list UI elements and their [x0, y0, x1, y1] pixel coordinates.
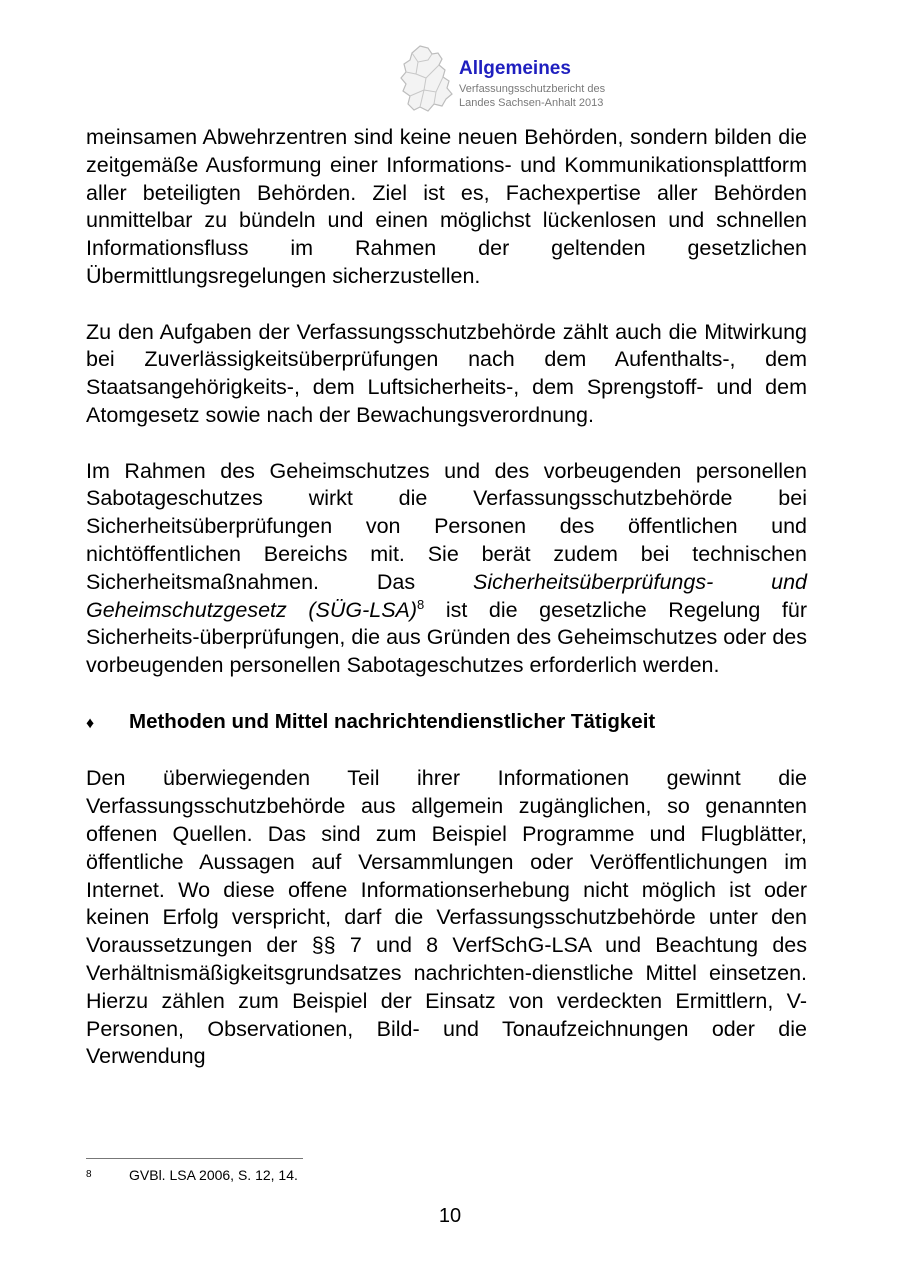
- section-heading: [86, 708, 807, 738]
- section-heading-text: Methoden und Mittel nachrichtendienstlicher Tätigkeit: [129, 709, 656, 733]
- footnote: [86, 1166, 298, 1184]
- footnote-number: 8: [86, 1169, 92, 1180]
- footnote-divider: [86, 1158, 303, 1159]
- paragraph-2: Zu den Aufgaben der Verfassungsschutzbehörde zählt auch die Mitwirkung bei Zuverlässigkeitsüberprüfungen nach dem Aufenthalts-, dem Staatsangehörigkeits-, dem Luftsicherheits-, dem Sprengstoff- und dem Atomgesetz sowie nach der Bewachungsverordnung.: [86, 319, 807, 427]
- diamond-bullet-icon: ♦: [86, 714, 95, 732]
- paragraph-4: Den überwiegenden Teil ihrer Informationen gewinnt die Verfassungsschutzbehörde aus allgemein zugänglichen, so genannten offenen Quellen. Das sind zum Beispiel Programme und Flugblätter, öffentliche Aussagen auf Versammlungen oder Veröffentlichungen im Internet. Wo diese offene Informationserhebung nicht möglich ist oder keinen Erfolg verspricht, darf die Verfassungsschutzbehörde unter den Voraussetzungen der §§ 7 und 8 VerfSchG-LSA und Beachtung des Verhältnismäßigkeitsgrundsatzes nachrichten-dienstliche Mittel einsetzen. Hierzu zählen zum Beispiel der Einsatz von verdeckten Ermittlern, V-Personen, Observationen, Bild- und Tonaufzeichnungen oder die Verwendung: [86, 766, 807, 1069]
- footnote-reference[interactable]: 8: [417, 596, 425, 612]
- header-subtitle: [459, 82, 605, 110]
- header-subtitle-line2: Landes Sachsen-Anhalt 2013: [459, 97, 604, 109]
- sachsen-anhalt-map-icon: [398, 44, 454, 114]
- paragraph-3-text-a: Im Rahmen des Geheimschutzes und des vorbeugenden personellen Sabotageschutzes wirkt die Verfassungsschutzbehörde bei Sicherheitsüberprüfungen von Personen des öffentlichen und nichtöffentlichen Bereichs mit. Sie berät zudem bei technischen Sicherheitsmaßnahmen. Das: [86, 458, 807, 594]
- page-number: 10: [438, 1205, 462, 1227]
- header-subtitle-line1: Verfassungsschutzbericht des: [459, 83, 606, 95]
- header-title: Allgemeines: [459, 58, 571, 79]
- paragraph-1: meinsamen Abwehrzentren sind keine neuen Behörden, sondern bilden die zeitgemäße Ausformung einer Informations- und Kommunikationsplattform aller beteiligten Behörden. Ziel ist es, Fachexpertise aller Behörden unmittelbar zu bündeln und einen möglichst lückenlosen und schnellen Informationsfluss im Rahmen der geltenden gesetzlichen Übermittlungsregelungen sicherzustellen.: [86, 125, 807, 288]
- body-text: [86, 124, 807, 1071]
- paragraph-3-text-b: ist die gesetzliche Regelung für Sicherheits-überprüfungen, die aus Gründen des Geheimschutzes oder des vorbeugenden personellen Sabotageschutzes erforderlich werden.: [86, 597, 807, 678]
- paragraph-3: [86, 458, 807, 680]
- law-title: Sicherheitsüberprüfungs- und Geheimschutzgesetz (SÜG-LSA): [86, 569, 807, 622]
- page-header: [398, 44, 658, 116]
- footnote-text: GVBl. LSA 2006, S. 12, 14.: [129, 1167, 298, 1183]
